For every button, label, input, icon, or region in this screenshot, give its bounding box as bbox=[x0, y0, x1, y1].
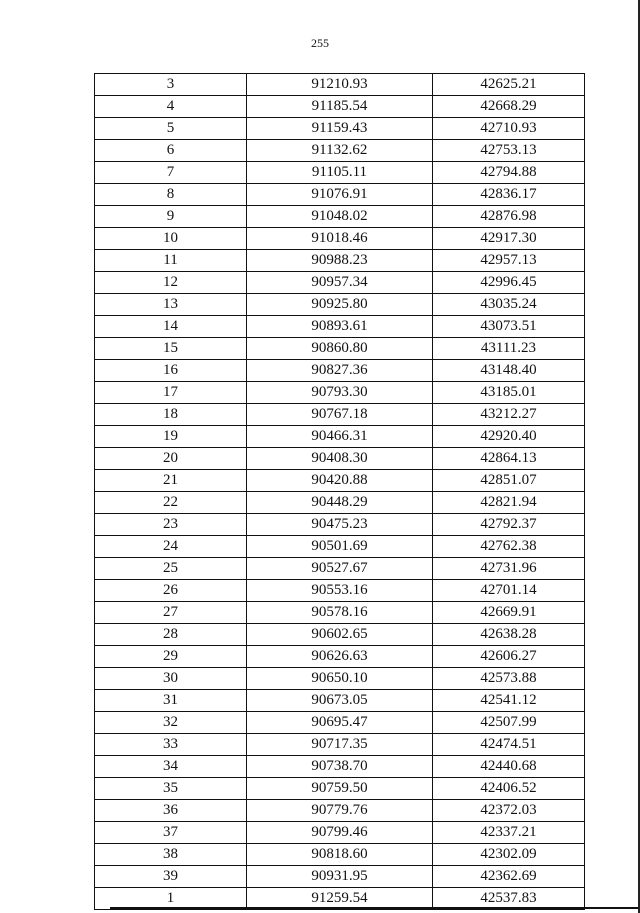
x-coordinate-cell: 90553.16 bbox=[247, 580, 433, 602]
y-coordinate-cell: 42996.45 bbox=[433, 272, 585, 294]
point-number-cell: 5 bbox=[95, 118, 247, 140]
point-number-cell: 3 bbox=[95, 74, 247, 96]
x-coordinate-cell: 90793.30 bbox=[247, 382, 433, 404]
x-coordinate-cell: 90738.70 bbox=[247, 756, 433, 778]
point-number-cell: 35 bbox=[95, 778, 247, 800]
table-row bbox=[95, 712, 585, 734]
table-row bbox=[95, 74, 585, 96]
table-row bbox=[95, 492, 585, 514]
x-coordinate-cell: 90957.34 bbox=[247, 272, 433, 294]
table-row bbox=[95, 778, 585, 800]
y-coordinate-cell: 42753.13 bbox=[433, 140, 585, 162]
x-coordinate-cell: 90578.16 bbox=[247, 602, 433, 624]
y-coordinate-cell: 42794.88 bbox=[433, 162, 585, 184]
point-number-cell: 34 bbox=[95, 756, 247, 778]
table-row bbox=[95, 96, 585, 118]
x-coordinate-cell: 91185.54 bbox=[247, 96, 433, 118]
table-row bbox=[95, 844, 585, 866]
table-row bbox=[95, 470, 585, 492]
point-number-cell: 19 bbox=[95, 426, 247, 448]
y-coordinate-cell: 43148.40 bbox=[433, 360, 585, 382]
x-coordinate-cell: 91076.91 bbox=[247, 184, 433, 206]
table-row bbox=[95, 316, 585, 338]
x-coordinate-cell: 90673.05 bbox=[247, 690, 433, 712]
table-row bbox=[95, 734, 585, 756]
table-row bbox=[95, 382, 585, 404]
x-coordinate-cell: 91048.02 bbox=[247, 206, 433, 228]
x-coordinate-cell: 90650.10 bbox=[247, 668, 433, 690]
point-number-cell: 4 bbox=[95, 96, 247, 118]
table-row bbox=[95, 118, 585, 140]
y-coordinate-cell: 42440.68 bbox=[433, 756, 585, 778]
y-coordinate-cell: 42337.21 bbox=[433, 822, 585, 844]
y-coordinate-cell: 42920.40 bbox=[433, 426, 585, 448]
table-row bbox=[95, 294, 585, 316]
table-row bbox=[95, 448, 585, 470]
table-row bbox=[95, 624, 585, 646]
table-row bbox=[95, 162, 585, 184]
point-number-cell: 26 bbox=[95, 580, 247, 602]
table-row bbox=[95, 426, 585, 448]
point-number-cell: 33 bbox=[95, 734, 247, 756]
x-coordinate-cell: 90501.69 bbox=[247, 536, 433, 558]
y-coordinate-cell: 43073.51 bbox=[433, 316, 585, 338]
point-number-cell: 16 bbox=[95, 360, 247, 382]
table-row bbox=[95, 690, 585, 712]
y-coordinate-cell: 42710.93 bbox=[433, 118, 585, 140]
y-coordinate-cell: 42792.37 bbox=[433, 514, 585, 536]
table-row bbox=[95, 536, 585, 558]
y-coordinate-cell: 43111.23 bbox=[433, 338, 585, 360]
x-coordinate-cell: 91210.93 bbox=[247, 74, 433, 96]
table-row bbox=[95, 822, 585, 844]
y-coordinate-cell: 43185.01 bbox=[433, 382, 585, 404]
x-coordinate-cell: 90408.30 bbox=[247, 448, 433, 470]
point-number-cell: 9 bbox=[95, 206, 247, 228]
x-coordinate-cell: 90767.18 bbox=[247, 404, 433, 426]
y-coordinate-cell: 42864.13 bbox=[433, 448, 585, 470]
table-row bbox=[95, 514, 585, 536]
x-coordinate-cell: 90779.76 bbox=[247, 800, 433, 822]
point-number-cell: 39 bbox=[95, 866, 247, 888]
point-number-cell: 28 bbox=[95, 624, 247, 646]
x-coordinate-cell: 90827.36 bbox=[247, 360, 433, 382]
table-row bbox=[95, 250, 585, 272]
table-row bbox=[95, 602, 585, 624]
table-row bbox=[95, 558, 585, 580]
x-coordinate-cell: 90893.61 bbox=[247, 316, 433, 338]
point-number-cell: 31 bbox=[95, 690, 247, 712]
table-row bbox=[95, 404, 585, 426]
table-row bbox=[95, 866, 585, 888]
point-number-cell: 20 bbox=[95, 448, 247, 470]
x-coordinate-cell: 91105.11 bbox=[247, 162, 433, 184]
x-coordinate-cell: 90818.60 bbox=[247, 844, 433, 866]
point-number-cell: 29 bbox=[95, 646, 247, 668]
y-coordinate-cell: 42836.17 bbox=[433, 184, 585, 206]
y-coordinate-cell: 42876.98 bbox=[433, 206, 585, 228]
point-number-cell: 13 bbox=[95, 294, 247, 316]
x-coordinate-cell: 90695.47 bbox=[247, 712, 433, 734]
x-coordinate-cell: 90931.95 bbox=[247, 866, 433, 888]
x-coordinate-cell: 90717.35 bbox=[247, 734, 433, 756]
y-coordinate-cell: 42573.88 bbox=[433, 668, 585, 690]
point-number-cell: 22 bbox=[95, 492, 247, 514]
table-row bbox=[95, 800, 585, 822]
table-row bbox=[95, 756, 585, 778]
y-coordinate-cell: 42362.69 bbox=[433, 866, 585, 888]
point-number-cell: 32 bbox=[95, 712, 247, 734]
y-coordinate-cell: 42669.91 bbox=[433, 602, 585, 624]
scan-edge-bottom bbox=[110, 907, 640, 909]
y-coordinate-cell: 42917.30 bbox=[433, 228, 585, 250]
y-coordinate-cell: 42507.99 bbox=[433, 712, 585, 734]
point-number-cell: 14 bbox=[95, 316, 247, 338]
table-row bbox=[95, 272, 585, 294]
point-number-cell: 30 bbox=[95, 668, 247, 690]
coordinate-table bbox=[94, 73, 585, 910]
table-row bbox=[95, 228, 585, 250]
table-row bbox=[95, 668, 585, 690]
table-row bbox=[95, 338, 585, 360]
point-number-cell: 11 bbox=[95, 250, 247, 272]
x-coordinate-cell: 90527.67 bbox=[247, 558, 433, 580]
point-number-cell: 38 bbox=[95, 844, 247, 866]
point-number-cell: 7 bbox=[95, 162, 247, 184]
x-coordinate-cell: 90925.80 bbox=[247, 294, 433, 316]
point-number-cell: 21 bbox=[95, 470, 247, 492]
y-coordinate-cell: 42731.96 bbox=[433, 558, 585, 580]
x-coordinate-cell: 91159.43 bbox=[247, 118, 433, 140]
table-row bbox=[95, 646, 585, 668]
y-coordinate-cell: 42372.03 bbox=[433, 800, 585, 822]
table-row bbox=[95, 580, 585, 602]
y-coordinate-cell: 43212.27 bbox=[433, 404, 585, 426]
y-coordinate-cell: 42638.28 bbox=[433, 624, 585, 646]
x-coordinate-cell: 90799.46 bbox=[247, 822, 433, 844]
x-coordinate-cell: 90626.63 bbox=[247, 646, 433, 668]
y-coordinate-cell: 42541.12 bbox=[433, 690, 585, 712]
table-row bbox=[95, 360, 585, 382]
y-coordinate-cell: 42957.13 bbox=[433, 250, 585, 272]
x-coordinate-cell: 91132.62 bbox=[247, 140, 433, 162]
y-coordinate-cell: 42762.38 bbox=[433, 536, 585, 558]
y-coordinate-cell: 42701.14 bbox=[433, 580, 585, 602]
x-coordinate-cell: 91259.54 bbox=[247, 888, 433, 910]
x-coordinate-cell: 90466.31 bbox=[247, 426, 433, 448]
y-coordinate-cell: 42851.07 bbox=[433, 470, 585, 492]
x-coordinate-cell: 90860.80 bbox=[247, 338, 433, 360]
table-body bbox=[95, 74, 585, 910]
table-row bbox=[95, 140, 585, 162]
point-number-cell: 15 bbox=[95, 338, 247, 360]
y-coordinate-cell: 42406.52 bbox=[433, 778, 585, 800]
point-number-cell: 6 bbox=[95, 140, 247, 162]
page-number: 255 bbox=[311, 36, 329, 50]
point-number-cell: 17 bbox=[95, 382, 247, 404]
point-number-cell: 23 bbox=[95, 514, 247, 536]
y-coordinate-cell: 42606.27 bbox=[433, 646, 585, 668]
y-coordinate-cell: 42537.83 bbox=[433, 888, 585, 910]
y-coordinate-cell: 42821.94 bbox=[433, 492, 585, 514]
table-row bbox=[95, 184, 585, 206]
point-number-cell: 24 bbox=[95, 536, 247, 558]
y-coordinate-cell: 42302.09 bbox=[433, 844, 585, 866]
x-coordinate-cell: 91018.46 bbox=[247, 228, 433, 250]
y-coordinate-cell: 42474.51 bbox=[433, 734, 585, 756]
x-coordinate-cell: 90475.23 bbox=[247, 514, 433, 536]
x-coordinate-cell: 90602.65 bbox=[247, 624, 433, 646]
x-coordinate-cell: 90759.50 bbox=[247, 778, 433, 800]
point-number-cell: 37 bbox=[95, 822, 247, 844]
point-number-cell: 27 bbox=[95, 602, 247, 624]
point-number-cell: 12 bbox=[95, 272, 247, 294]
x-coordinate-cell: 90420.88 bbox=[247, 470, 433, 492]
x-coordinate-cell: 90988.23 bbox=[247, 250, 433, 272]
y-coordinate-cell: 42625.21 bbox=[433, 74, 585, 96]
point-number-cell: 8 bbox=[95, 184, 247, 206]
y-coordinate-cell: 42668.29 bbox=[433, 96, 585, 118]
point-number-cell: 10 bbox=[95, 228, 247, 250]
point-number-cell: 1 bbox=[95, 888, 247, 910]
point-number-cell: 18 bbox=[95, 404, 247, 426]
point-number-cell: 25 bbox=[95, 558, 247, 580]
table-row bbox=[95, 206, 585, 228]
y-coordinate-cell: 43035.24 bbox=[433, 294, 585, 316]
x-coordinate-cell: 90448.29 bbox=[247, 492, 433, 514]
point-number-cell: 36 bbox=[95, 800, 247, 822]
